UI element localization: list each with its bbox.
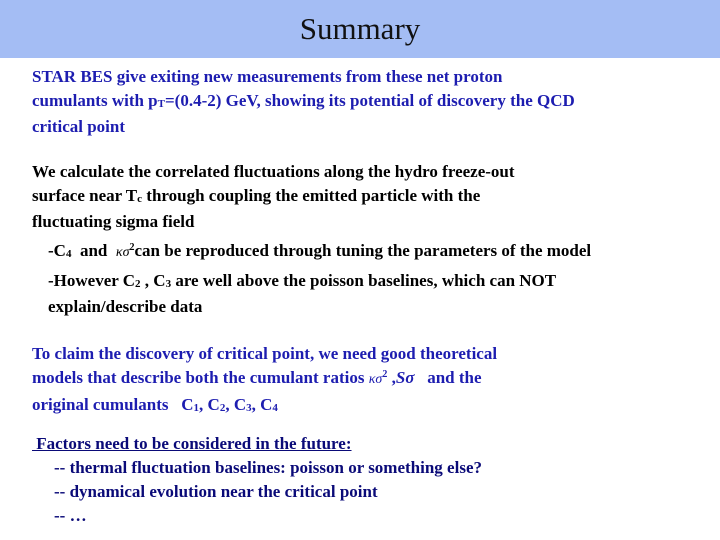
future-item-1: -- thermal fluctuation baselines: poisson or something else?: [54, 458, 482, 477]
bullet-however: [48, 269, 556, 319]
kappa-sigma-symbol: κσ: [115, 245, 130, 260]
p2-line2: surface near Tc through coupling the emitted particle with the: [32, 186, 481, 205]
p3-line1: To claim the discovery of critical point, we need good theoretical: [32, 344, 498, 363]
kappa-sigma-symbol: κσ: [368, 372, 383, 387]
p1-line1: STAR BES give exiting new measurements from these net proton: [32, 67, 503, 86]
p2-line1: We calculate the correlated fluctuations along the hydro freeze-out: [32, 162, 515, 181]
paragraph-future-factors: [32, 432, 482, 528]
p2-line3: fluctuating sigma field: [32, 212, 195, 231]
paragraph-claim-discovery: [32, 342, 497, 419]
p3-line2: models that describe both the cumulant ratios $\kappa\sigma^2$ ,Sσ and the: [32, 368, 482, 387]
future-item-2: -- dynamical evolution near the critical point: [54, 482, 378, 501]
future-heading: Factors need to be considered in the future:: [32, 434, 352, 453]
s-sigma-symbol: Sσ: [395, 368, 415, 387]
bullet-c4: -C4 and $\kappa\sigma^2can$ be reproduced through tuning the parameters of the model: [48, 241, 592, 260]
b2-line1: -However C2 , C3 are well above the poisson baselines, which can NOT: [48, 271, 557, 290]
paragraph-calculation: [32, 160, 515, 234]
p3-line3: original cumulants C1, C2, C3, C4: [32, 395, 278, 414]
future-item-3: -- …: [54, 506, 87, 525]
p1-line2: cumulants with pT=(0.4-2) GeV, showing its potential of discovery the QCD: [32, 91, 575, 110]
page-title: Summary: [299, 11, 421, 46]
p1-line3: critical point: [32, 117, 126, 136]
paragraph-star-bes: [32, 65, 575, 139]
b2-line2: explain/describe data: [48, 297, 203, 316]
